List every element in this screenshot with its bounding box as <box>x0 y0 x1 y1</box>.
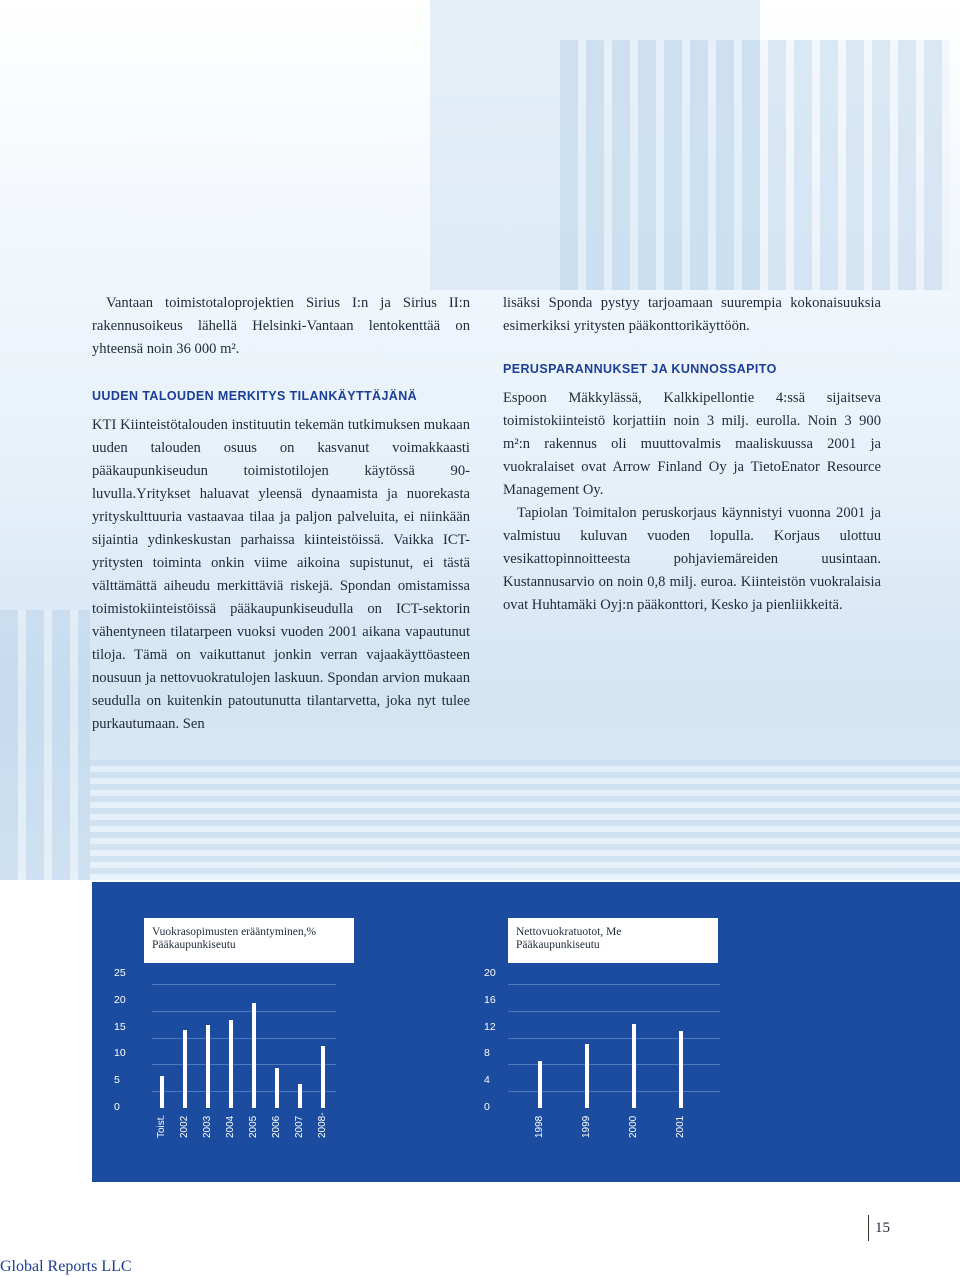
continuation-paragraph: lisäksi Sponda pystyy tarjoamaan suurempia kokonaisuuksia esimerkiksi yritysten pääkonttorikäyttöön. <box>503 295 881 334</box>
intro-paragraph: Vantaan toimistotaloprojektien Sirius I:n ja Sirius II:n rakennusoikeus lähellä Helsinki-Vantaan lentokenttää on yhteensä noin 36 000 m². <box>92 295 470 357</box>
chart-title-box <box>144 918 354 963</box>
y-tick-label: 0 <box>114 1101 120 1113</box>
x-tick-label: 2006 <box>271 1115 282 1138</box>
chart-bar <box>632 1024 636 1108</box>
chart-title-box <box>508 918 718 963</box>
chart-bar <box>538 1061 542 1108</box>
gridline <box>152 1064 336 1065</box>
y-tick-label: 5 <box>114 1074 120 1087</box>
x-tick-label: 2003 <box>202 1115 213 1138</box>
background-building-windows <box>560 40 950 290</box>
chart-bar <box>206 1025 210 1108</box>
x-tick-label: 1999 <box>581 1115 592 1138</box>
x-tick-label: 1998 <box>534 1115 545 1138</box>
right-text-column <box>503 292 881 617</box>
chart-bar <box>585 1044 589 1108</box>
gridline <box>508 1038 720 1039</box>
y-tick-label: 20 <box>484 967 496 979</box>
body-paragraph: Tapiolan Toimitalon peruskorjaus käynnistyi vuonna 2001 ja valmistuu kuluvan vuoden lopulla. Korjaus ulottuu vesikattopinnoitteesta pohjaviemäreiden uusintaan. Kustannusarvio on noin 0,8 milj. euroa. Kiinteistön vuokralaisia ovat Huhtamäki Oyj:n pääkonttori, Kesko ja pienliikkeitä. <box>503 505 881 613</box>
y-tick-label: 0 <box>484 1101 490 1113</box>
x-tick-label: 2002 <box>179 1115 190 1138</box>
gridline <box>152 1091 336 1092</box>
chart-bar <box>160 1076 164 1108</box>
body-paragraph: KTI Kiinteistötalouden instituutin tekemän tutkimuksen mukaan uuden talouden osuus on kasvanut voimakkaasti pääkaupunkiseudun toimistotilojen käytössä 90-luvulla.Yritykset haluavat yleensä dynaamista ja nuorekasta yrityskulttuuria vastaavaa tilaa ja paljon palveluita, ei niinkään sijaintia ydinkeskustan parhaissa kiinteistöissä. Vaikka ICT-yritysten toiminta onkin viime aikoina supistunut, ei tästä välttämättä aiheudu merkittäviä riskejä. Spondan omistamissa toimistokiinteistöissä pääkaupunkiseudulla on ICT-sektorin vähentyneen tilatarpeen vuoksi vuoden 2001 aikana vapautunut tiloja. Tämä on vaikuttanut jonkin verran vajaakäyttöasteen nousuun ja nettovuokratulojen laskuun. Spondan arvion mukaan seudulla on kuitenkin patoutunutta tilantarvetta, joka nyt tulee purkautumaan. Sen <box>92 417 470 732</box>
chart-panel <box>92 882 960 1182</box>
chart-title: Nettovuokratuotot, Me <box>516 926 622 938</box>
background-building-columns <box>0 610 90 880</box>
background-building-facade <box>90 760 960 880</box>
chart-bar <box>275 1068 279 1108</box>
chart-bar <box>679 1031 683 1108</box>
x-tick-label: Toist. <box>156 1114 167 1138</box>
gridline <box>152 1011 336 1012</box>
chart-bar <box>252 1003 256 1108</box>
left-text-column <box>92 292 470 736</box>
y-tick-label: 12 <box>484 1020 496 1033</box>
chart-subtitle: Pääkaupunkiseutu <box>152 939 236 951</box>
section-heading: PERUSPARANNUKSET JA KUNNOSSAPITO <box>503 362 777 376</box>
chart-bar <box>183 1030 187 1108</box>
y-tick-label: 25 <box>114 967 126 979</box>
chart-bar <box>298 1084 302 1108</box>
gridline <box>152 1038 336 1039</box>
body-paragraph: Espoon Mäkkylässä, Kalkkipellontie 4:ssä sijaitseva toimistokiinteistö korjattiin noin 3 milj. eurolla. Noin 3 900 m²:n rakennus oli muuttovalmis maaliskuussa 2001 ja vuokralaiset ovat Arrow Finland Oy ja TietoEnator Resource Management Oy. <box>503 390 881 498</box>
gridline <box>508 984 720 985</box>
y-tick-label: 15 <box>114 1020 126 1033</box>
x-tick-label: 2004 <box>225 1115 236 1138</box>
x-tick-label: 2007 <box>294 1115 305 1138</box>
gridline <box>152 984 336 985</box>
page-number: 15 <box>868 1215 890 1241</box>
y-tick-label: 4 <box>484 1074 490 1087</box>
chart-subtitle: Pääkaupunkiseutu <box>516 939 600 951</box>
chart-bar <box>321 1046 325 1108</box>
x-tick-label: 2008- <box>317 1112 328 1138</box>
x-tick-label: 2001 <box>675 1115 686 1138</box>
x-tick-label: 2000 <box>628 1115 639 1138</box>
y-tick-label: 20 <box>114 993 126 1006</box>
y-tick-label: 16 <box>484 993 496 1006</box>
chart-bar <box>229 1020 233 1108</box>
x-tick-label: 2005 <box>248 1115 259 1138</box>
footer-text: Global Reports LLC <box>0 1258 132 1275</box>
gridline <box>508 1011 720 1012</box>
y-tick-label: 8 <box>484 1047 490 1060</box>
y-tick-label: 10 <box>114 1047 126 1060</box>
section-heading: UUDEN TALOUDEN MERKITYS TILANKÄYTTÄJÄNÄ <box>92 389 418 403</box>
chart-title: Vuokrasopimusten erääntyminen,% <box>152 926 317 938</box>
